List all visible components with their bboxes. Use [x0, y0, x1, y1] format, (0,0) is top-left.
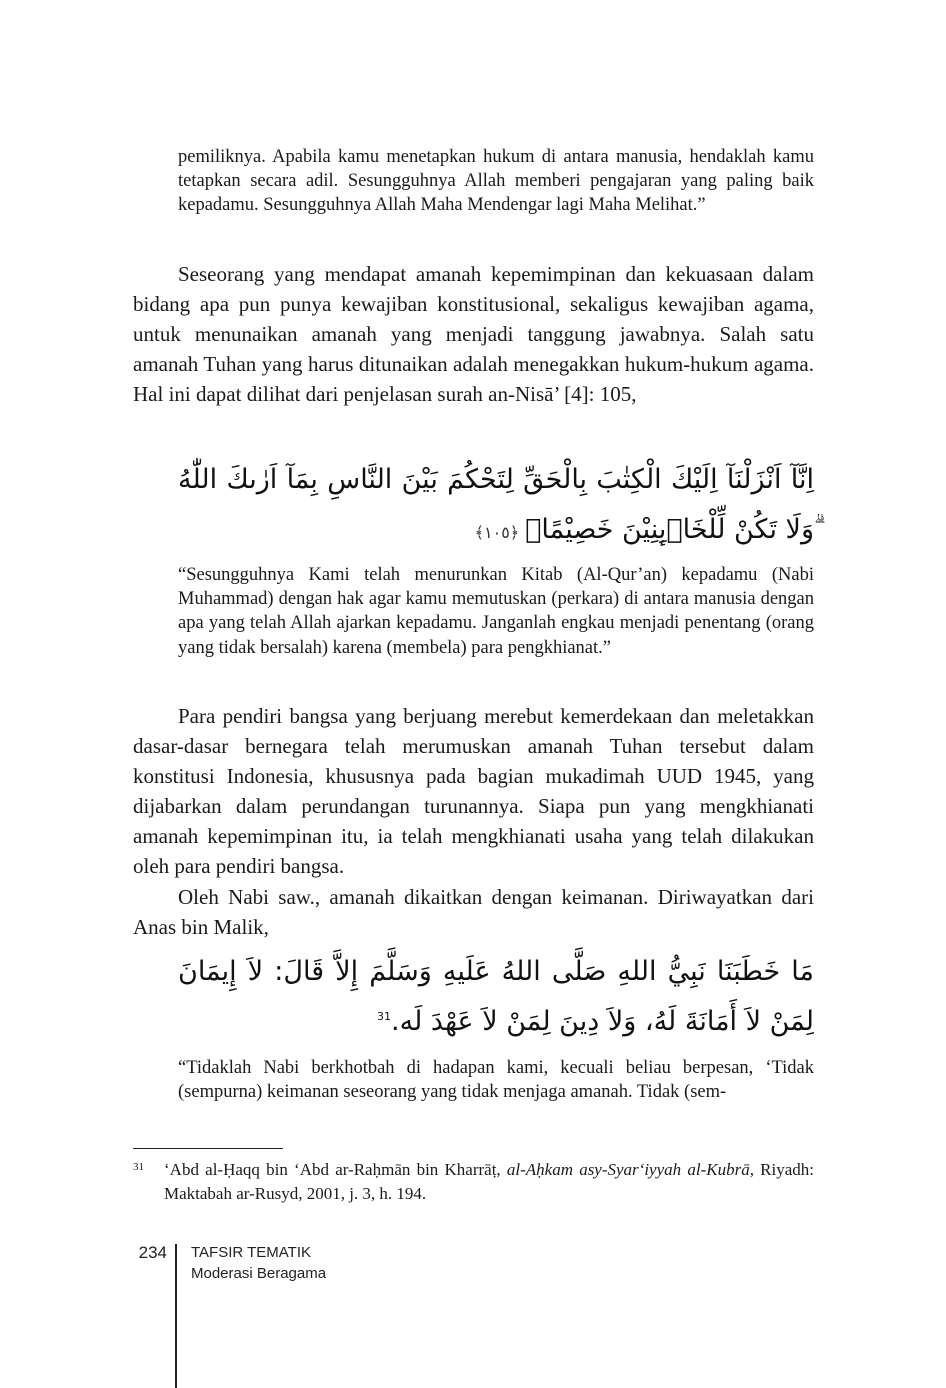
footnote-author: ‘Abd al-Ḥaqq bin ‘Abd ar-Raḥmān bin Kharrāṭ,	[164, 1160, 507, 1179]
quran-verse	[178, 455, 814, 558]
hadith-text: مَا خَطَبَنَا نَبِيُّ اللهِ صَلَّى اللهُ عَلَيهِ وَسَلَّمَ إِلاَّ قَالَ: لاَ إِيمَانَ لِمَنْ لاَ أَمَانَةَ لَهُ، وَلاَ دِينَ لِمَنْ لاَ عَهْدَ لَه.	[178, 956, 814, 1037]
footnote-book-title: al-Aḥkam asy-Syar‘iyyah al-Kubrā	[506, 1160, 750, 1179]
footnote-publication: , Riyadh: Maktabah ar-Rusyd, 2001, j. 3, h. 194.	[164, 1160, 814, 1203]
hadith-arabic	[178, 947, 814, 1047]
running-title: TAFSIR TEMATIK	[191, 1244, 312, 1261]
footnote-reference: 31	[377, 1010, 392, 1023]
hadith-translation: “Tidaklah Nabi berkhotbah di hadapan kami, kecuali beliau berpesan, ‘Tidak (sempurna) keimanan seseorang yang tidak menjaga amanah. Tidak (sem-	[178, 1058, 814, 1103]
paragraph-3: Oleh Nabi saw., amanah dikaitkan dengan keimanan. Diriwayatkan dari Anas bin Malik,	[133, 885, 814, 939]
page-number: 234	[138, 1243, 167, 1262]
footnote-divider	[133, 1148, 283, 1149]
footnote	[133, 1158, 814, 1206]
ayah-number-marker: ﴿١٠٥﴾	[474, 523, 520, 542]
footer-divider	[175, 1244, 177, 1388]
quran-verse-text: اِنَّآ اَنْزَلْنَآ اِلَيْكَ الْكِتٰبَ بِالْحَقِّ لِتَحْكُمَ بَيْنَ النَّاسِ بِمَآ اَرٰىكَ اللّٰهُ ۗوَلَا تَكُنْ لِّلْخَاۤىِٕنِيْنَ خَصِيْمًاۙ	[178, 464, 814, 545]
running-subtitle: Moderasi Beragama	[191, 1265, 327, 1282]
ayah-number: ١٠٥	[484, 523, 510, 542]
verse-translation: “Sesungguhnya Kami telah menurunkan Kitab (Al-Qur’an) kepadamu (Nabi Muhammad) dengan hak agar kamu memutuskan (perkara) di antara manusia dengan apa yang telah Allah ajarkan kepadamu. Janganlah engkau menjadi penentang (orang yang tidak bersalah) karena (membela) para pengkhianat.”	[178, 565, 814, 658]
quote-top: pemiliknya. Apabila kamu menetapkan hukum di antara manusia, hendaklah kamu tetapkan secara adil. Sesungguhnya Allah memberi pengajaran yang paling baik kepadamu. Sesungguhnya Allah Maha Mendengar lagi Maha Melihat.”	[178, 147, 814, 216]
footnote-number: 31	[133, 1161, 144, 1173]
footnote-text	[164, 1158, 814, 1206]
paragraph-2: Para pendiri bangsa yang berjuang merebut kemerdekaan dan meletakkan dasar-dasar bernegara telah merumuskan amanah Tuhan tersebut dalam konstitusi Indonesia, khususnya pada bagian mukadimah UUD 1945, yang dijabarkan dalam perundangan turunannya. Siapa pun yang mengkhianati amanah kepemimpinan itu, ia telah mengkhianati usaha yang telah dilakukan oleh para pendiri bangsa.	[133, 704, 814, 878]
paragraph-1: Seseorang yang mendapat amanah kepemimpinan dan kekuasaan dalam bidang apa pun punya kewajiban konstitusional, sekaligus kewajiban agama, untuk menunaikan amanah yang menjadi tanggung jawabnya. Salah satu amanah Tuhan yang harus ditunaikan adalah menegakkan hukum-hukum agama. Hal ini dapat dilihat dari penjelasan surah an-Nisā’ [4]: 105,	[133, 262, 814, 406]
